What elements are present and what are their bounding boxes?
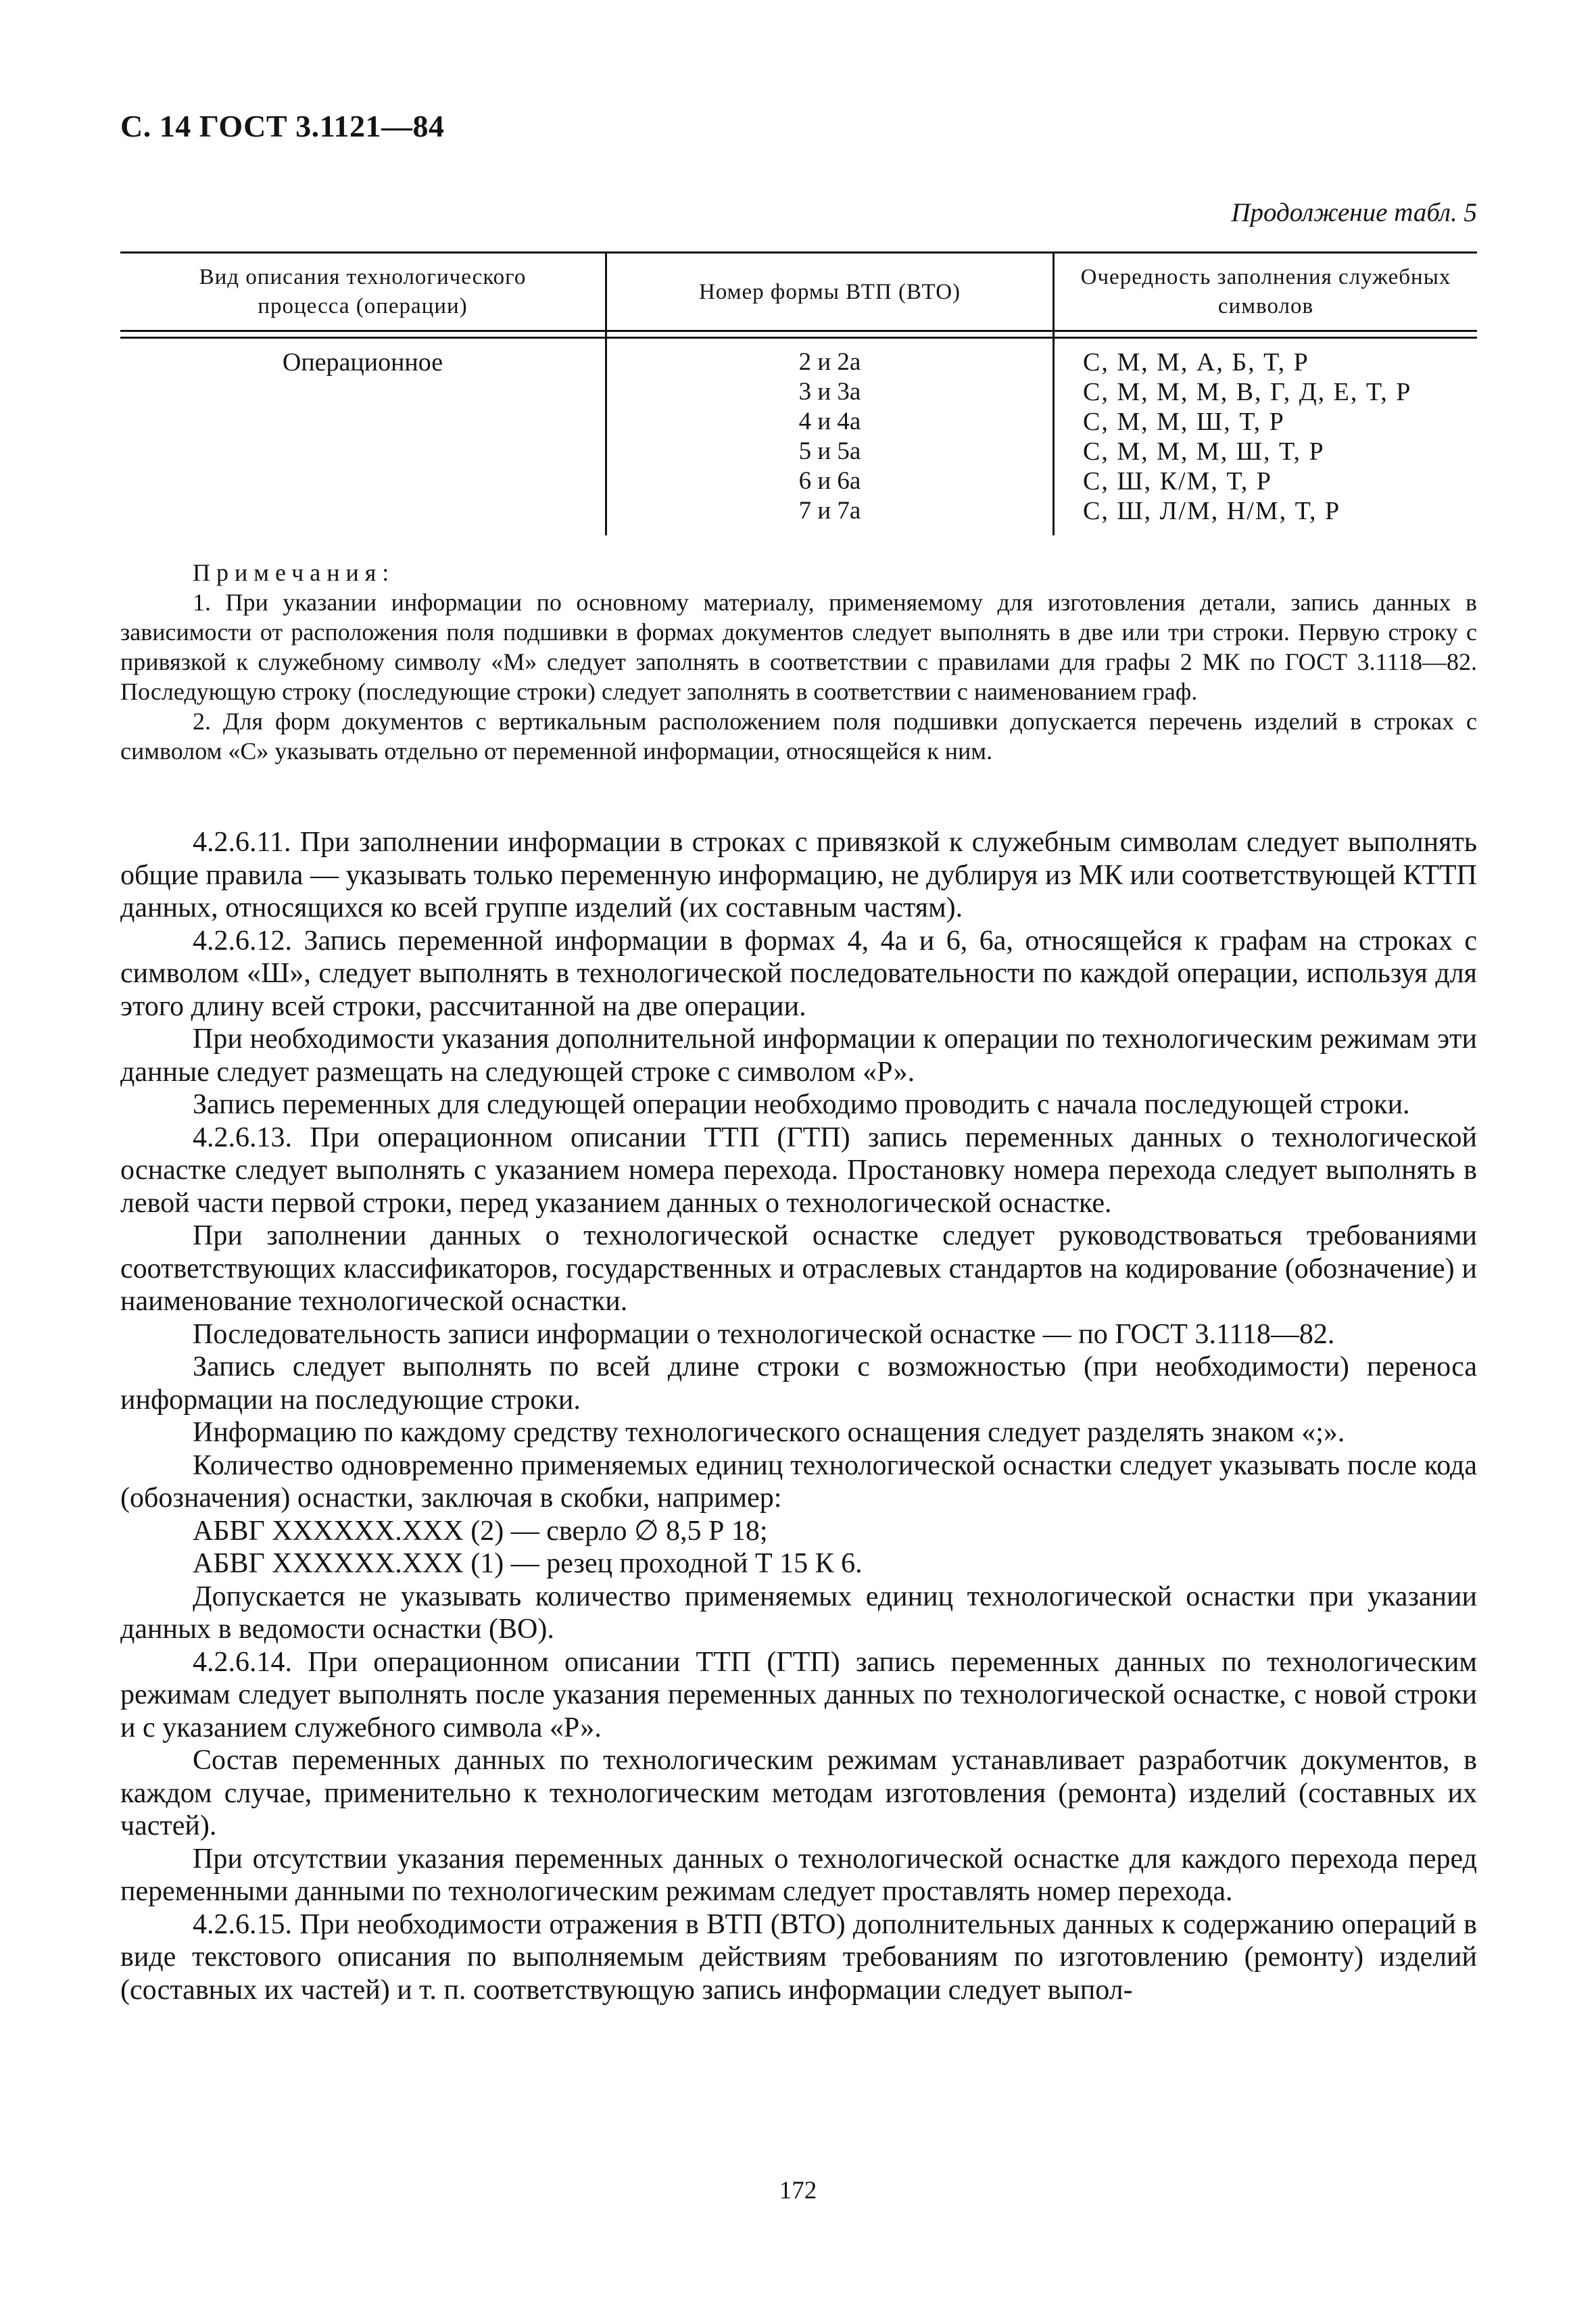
symbol-order-column <box>1083 347 1489 526</box>
paragraph: Запись переменных для следующей операции необходимо проводить с начала последующей строки. <box>193 1089 1410 1120</box>
table-header-rule-2 <box>120 337 1477 339</box>
example-line: АБВГ ХХХХХХ.ХХХ (1) — резец проходной Т 15 К 6. <box>193 1548 863 1579</box>
paragraph: 4.2.6.11. При заполнении информации в строках с привязкой к служебным символам следует выполнять общие правила — указывать только переменную информацию, не дублируя из МК или соответствующей КТТП данных, относящихся ко всей группе изделий (их составным частям). <box>120 827 1477 923</box>
paragraph: 4.2.6.14. При операционном описании ТТП (ГТП) запись переменных данных по технологическим режимам следует выполнять после указания переменных данных по технологической оснастке, с новой строки и с указанием служебного символа «Р». <box>120 1646 1477 1743</box>
note-item: 2. Для форм документов с вертикальным расположением поля подшивки допускается перечень изделий в строках с символом «С» указывать отдельно от переменной информации, относящейся к ним. <box>120 708 1477 765</box>
page-header: С. 14 ГОСТ 3.1121—84 <box>120 109 445 143</box>
table-continuation-label: Продолжение табл. 5 <box>1231 198 1477 227</box>
paragraph: Допускается не указывать количество применяемых единиц технологической оснастки при указании данных в ведомости оснастки (ВО). <box>120 1581 1477 1645</box>
paragraph: 4.2.6.12. Запись переменной информации в формах 4, 4а и 6, 6а, относящейся к графам на строках с символом «Ш», следует выполнять в технологической последовательности по каждой операции, используя для этого длину всей строки, рассчитанной на две операции. <box>120 925 1477 1022</box>
symbol-order-cell: С, М, М, М, Ш, Т, Р <box>1083 437 1325 466</box>
example-line: АБВГ ХХХХХХ.ХХХ (2) — сверло ∅ 8,5 Р 18; <box>193 1515 768 1547</box>
paragraph: При необходимости указания дополнительной информации к операции по технологическим режимам эти данные следует размещать на следующей строке с символом «Р». <box>120 1023 1477 1088</box>
form-number-cell: 6 и 6а <box>798 467 861 495</box>
table-top-rule <box>120 251 1477 254</box>
form-number-cell: 5 и 5а <box>798 437 861 465</box>
column-header-symbol-order: Очередность заполнения служебных символов <box>1080 265 1451 318</box>
form-number-cell: 7 и 7а <box>798 497 861 525</box>
form-number-cell: 2 и 2а <box>798 348 861 376</box>
notes-title: Примечания: <box>193 559 395 586</box>
forms-table <box>120 251 1477 535</box>
form-number-cell: 4 и 4а <box>798 408 861 435</box>
table-header-rule-1 <box>120 330 1477 332</box>
paragraph: Запись следует выполнять по всей длине строки с возможностью (при необходимости) переноса информации на последующие строки. <box>120 1351 1477 1416</box>
description-type-cell: Операционное <box>282 348 443 377</box>
paragraph: 4.2.6.13. При операционном описании ТТП (ГТП) запись переменных данных о технологической оснастке следует выполнять с указанием номера перехода. Простановку номера перехода следует выполнять в левой части первой строки, перед указанием данных о технологической оснастке. <box>120 1121 1477 1219</box>
page-number: 172 <box>779 2177 817 2204</box>
symbol-order-cell: С, Ш, К/М, Т, Р <box>1083 467 1272 496</box>
symbol-order-cell: С, М, М, М, В, Г, Д, Е, Т, Р <box>1083 378 1412 406</box>
column-header-form-number: Номер формы ВТП (ВТО) <box>698 279 961 304</box>
form-number-cell: 3 и 3а <box>798 378 861 406</box>
document-body <box>120 826 1477 2006</box>
paragraph: Состав переменных данных по технологическим режимам устанавливает разработчик документов, в каждом случае, применительно к технологическим методам изготовления (ремонта) изделий (составных их частей). <box>120 1745 1477 1841</box>
paragraph: Количество одновременно применяемых единиц технологической оснастки следует указывать после кода (обозначения) оснастки, заключая в скобки, например: <box>120 1449 1477 1514</box>
paragraph: При отсутствии указания переменных данных о технологической оснастке для каждого перехода перед переменными данными по технологическим режимам следует проставлять номер перехода. <box>120 1843 1477 1907</box>
form-number-column <box>607 347 1053 526</box>
paragraph: Информацию по каждому средству технологического оснащения следует разделять знаком «;». <box>193 1417 1345 1448</box>
column-header-description-type: Вид описания технологического процесса (операции) <box>199 265 527 318</box>
note-item: 1. При указании информации по основному материалу, применяемому для изготовления детали, запись данных в зависимости от расположения поля подшивки в формах документов следует выполнять в две или три строки. Первую строку с привязкой к служебному символу «М» следует заполнять в соответствии с правилами для графы 2 МК по ГОСТ 3.1118—82. Последующую строку (последующие строки) следует заполнять в соответствии с наименованием граф. <box>120 589 1477 705</box>
symbol-order-cell: С, М, М, Ш, Т, Р <box>1083 408 1285 436</box>
paragraph: 4.2.6.15. При необходимости отражения в ВТП (ВТО) дополнительных данных к содержанию операций в виде текстового описания по выполняемым действиям требованиям по изготовлению (ремонту) изделий (составных их частей) и т. п. соответствующую запись информации следует выпол- <box>120 1908 1477 2006</box>
paragraph: При заполнении данных о технологической оснастке следует руководствоваться требованиями соответствующих классификаторов, государственных и отраслевых стандартов на кодирование (обозначение) и наименование технологической оснастки. <box>120 1220 1477 1317</box>
symbol-order-cell: С, Ш, Л/М, Н/М, Т, Р <box>1083 497 1341 525</box>
symbol-order-cell: С, М, М, А, Б, Т, Р <box>1083 348 1309 377</box>
paragraph: Последовательность записи информации о технологической оснастке — по ГОСТ 3.1118—82. <box>193 1318 1335 1350</box>
table-notes <box>120 558 1477 766</box>
